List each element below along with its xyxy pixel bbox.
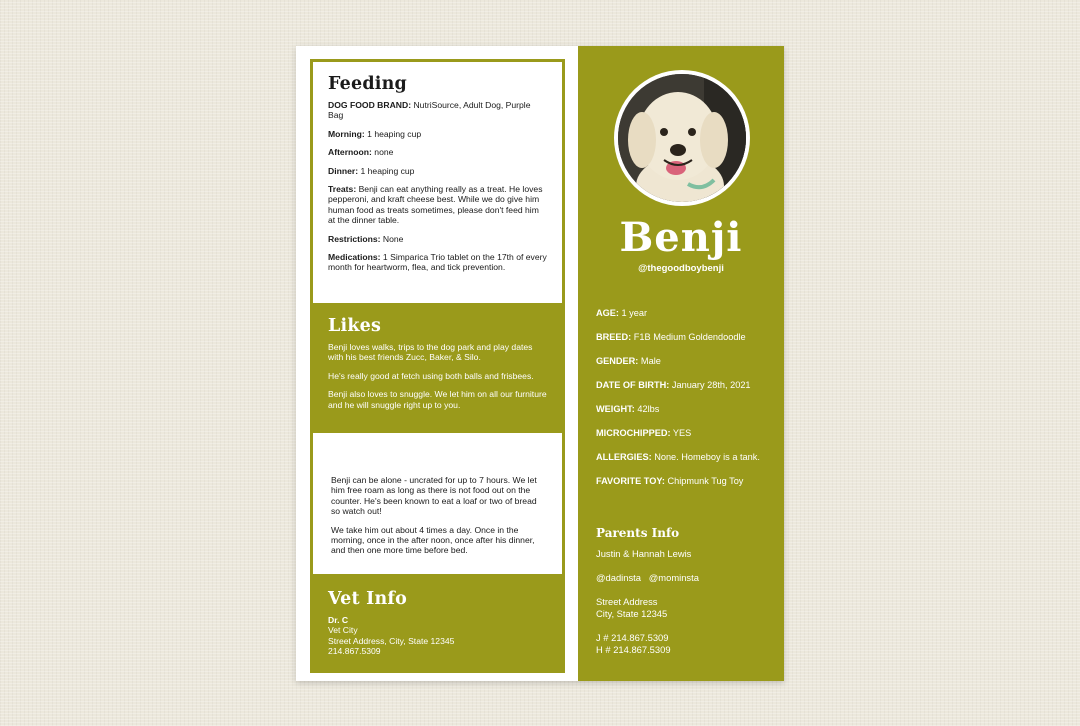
dog-name: Benji xyxy=(619,214,743,261)
fact-weight: WEIGHT: 42lbs xyxy=(596,404,660,414)
feeding-restrictions: Restrictions: None xyxy=(328,233,404,244)
parents-phone-j: J # 214.867.5309 xyxy=(596,632,669,643)
vet-title: Vet Info xyxy=(328,589,407,609)
potty-card xyxy=(313,433,562,574)
vet-card xyxy=(310,577,565,673)
feeding-treats: Treats: Benji can eat anything really as a treat. He loves pepperoni, and kraft cheese best. While we do give him human food as treats sometimes, please don't feed him at the dinner table. xyxy=(328,184,543,226)
vet-city: Vet City xyxy=(328,625,358,636)
parents-info xyxy=(596,526,771,656)
feeding-morning: Morning: 1 heaping cup xyxy=(328,128,422,139)
fact-microchipped: MICROCHIPPED: YES xyxy=(596,428,692,438)
fact-dob: DATE OF BIRTH: January 28th, 2021 xyxy=(596,380,751,390)
dog-photo-frame xyxy=(614,70,750,206)
fact-favorite-toy: FAVORITE TOY: Chipmunk Tug Toy xyxy=(596,476,744,486)
likes-paragraph: He's really good at fetch using both balls and frisbees. xyxy=(328,370,534,381)
profile-facts xyxy=(596,308,771,500)
parents-names: Justin & Hannah Lewis xyxy=(596,548,692,559)
fact-gender: GENDER: Male xyxy=(596,356,661,366)
potty-paragraph: Benji can be alone - uncrated for up to 7 hours. We let him free roam as long as there is not food out on the counter. He's been known to eat a loaf or two of bread so watch out! xyxy=(331,475,537,517)
fact-age: AGE: 1 year xyxy=(596,308,648,318)
left-column xyxy=(310,59,565,673)
parents-title: Parents Info xyxy=(596,526,680,540)
vet-phone: 214.867.5309 xyxy=(328,646,381,657)
parents-street: Street Address xyxy=(596,596,658,607)
potty-paragraph: We take him out about 4 times a day. Once in the morning, once in the after noon, once after his dinner, and then one more time before bed. xyxy=(331,524,535,556)
dog-photo xyxy=(618,74,746,202)
pet-profile-sheet xyxy=(296,46,784,681)
dog-illustration xyxy=(618,74,746,202)
feeding-title: Feeding xyxy=(328,74,407,94)
fact-breed: BREED: F1B Medium Goldendoodle xyxy=(596,332,746,342)
likes-title: Likes xyxy=(328,316,382,336)
dog-food-brand: DOG FOOD BRAND: NutriSource, Adult Dog, Purple Bag xyxy=(328,100,531,121)
vet-doctor: Dr. C xyxy=(328,615,349,625)
likes-paragraph: Benji also loves to snuggle. We let him on all our furniture and he will snuggle right up to you. xyxy=(328,389,547,410)
likes-card xyxy=(310,306,565,433)
potty-frame xyxy=(310,433,565,577)
vet-address: Street Address, City, State 12345 xyxy=(328,635,455,646)
profile-panel xyxy=(578,46,784,681)
dog-handle: @thegoodboybenji xyxy=(638,263,724,274)
likes-paragraph: Benji loves walks, trips to the dog park and play dates with his best friends Zucc, Baker, & Silo. xyxy=(328,342,533,363)
potty-title: Potty Schedule xyxy=(331,447,481,467)
parents-socials: @dadinsta @mominsta xyxy=(596,572,699,583)
parents-city-state: City, State 12345 xyxy=(596,608,668,619)
parents-phone-h: H # 214.867.5309 xyxy=(596,644,671,655)
feeding-afternoon: Afternoon: none xyxy=(328,147,394,158)
fact-allergies: ALLERGIES: None. Homeboy is a tank. xyxy=(596,452,760,462)
feeding-medications: Medications: 1 Simparica Trio tablet on the 17th of every month for heartworm, flea, and tick prevention. xyxy=(328,252,547,273)
feeding-dinner: Dinner: 1 heaping cup xyxy=(328,165,415,176)
feeding-card xyxy=(310,59,565,306)
